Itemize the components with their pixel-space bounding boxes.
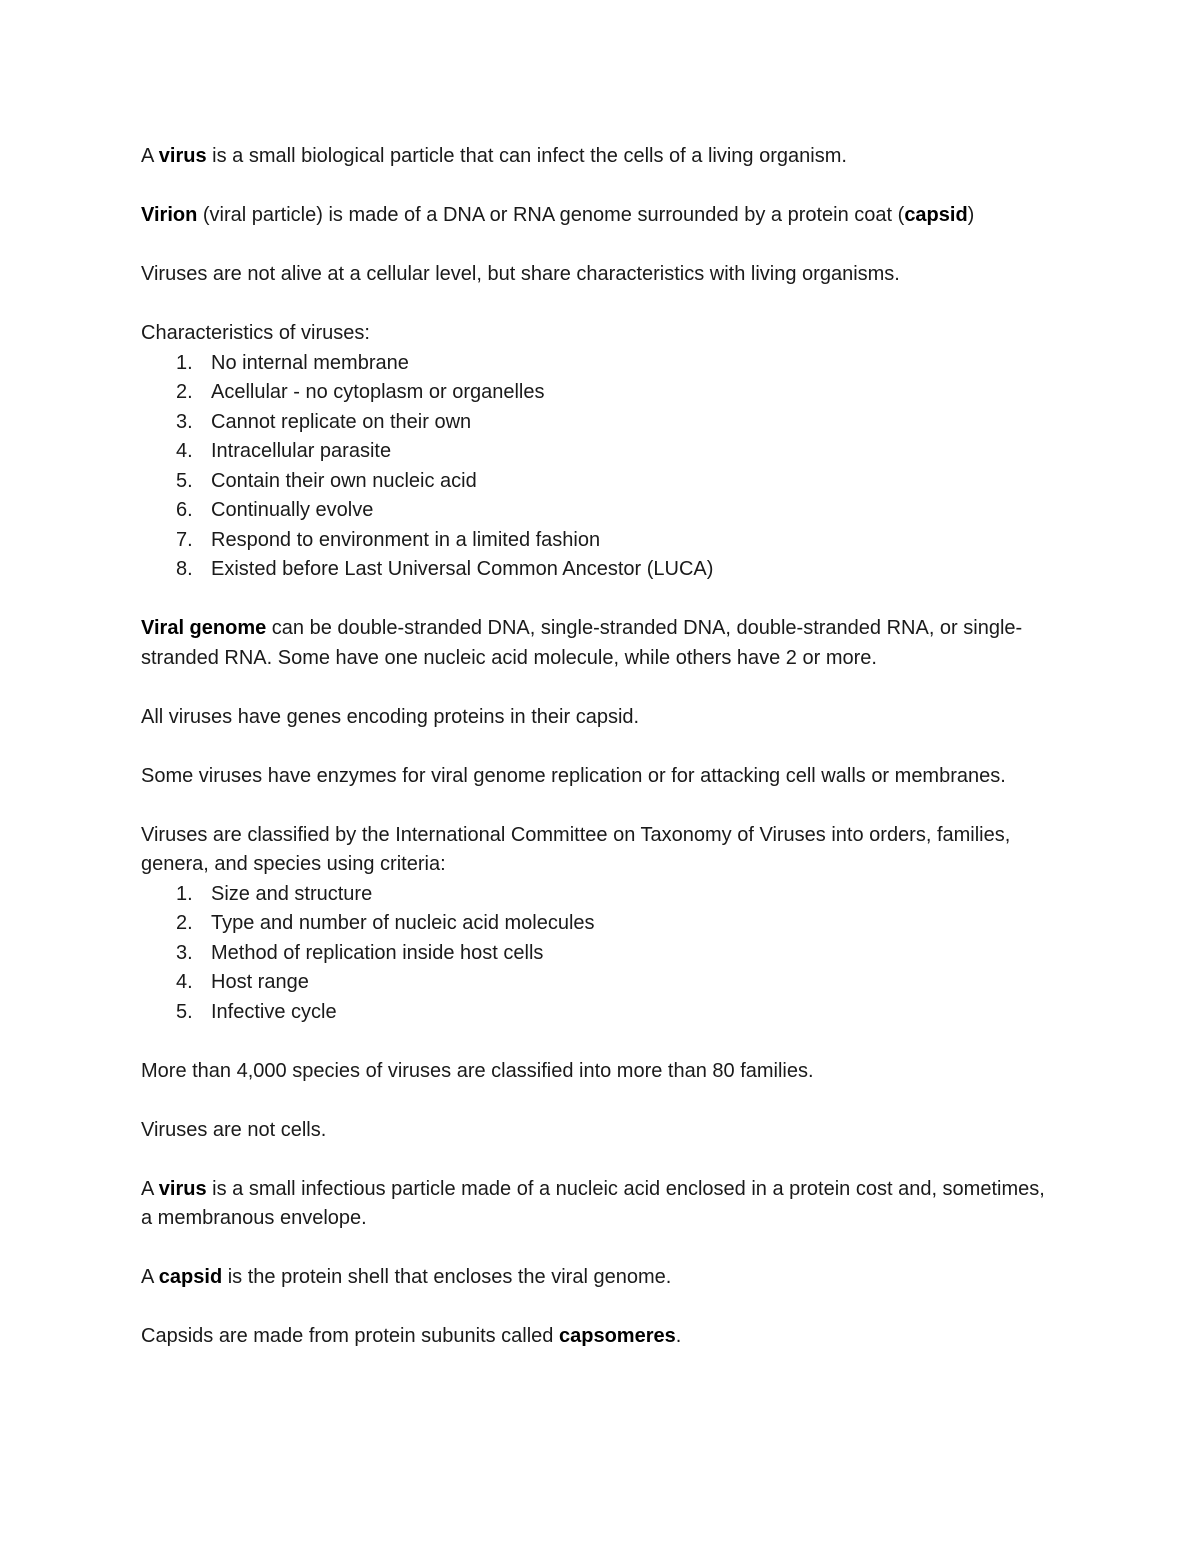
document-body [141,142,1061,1352]
term-capsomeres: capsomeres [559,1325,676,1347]
term-viral-genome: Viral genome [141,617,267,639]
list-item: 8. Existed before Last Universal Common Ancestor (LUCA) [176,558,714,580]
term-capsid: capsid [158,1266,223,1288]
list-item: 5. Contain their own nucleic acid [176,469,477,492]
list-item: 1. Size and structure [176,882,373,905]
paragraph-enzymes: Some viruses have enzymes for viral genome replication or for attacking cell walls or membranes. [141,764,1006,787]
paragraph-not-cells: Viruses are not cells. [141,1118,327,1141]
paragraph-virus-definition: A virus is a small biological particle that can infect the cells of a living organism. [141,145,847,167]
characteristics-list [141,349,1061,585]
paragraph-species-count: More than 4,000 species of viruses are classified into more than 80 families. [141,1059,814,1082]
characteristics-heading: Characteristics of viruses: [141,322,370,344]
list-item: 2. Acellular - no cytoplasm or organelles [176,381,545,403]
paragraph-virion: Virion (viral particle) is made of a DNA or RNA genome surrounded by a protein coat (capsid) [141,204,975,226]
list-item: 1. No internal membrane [176,351,409,374]
term-virus: virus [158,1177,207,1200]
list-item: 3. Cannot replicate on their own [176,410,472,433]
paragraph-capsid: A capsid is the protein shell that encloses the viral genome. [141,1266,672,1288]
list-item: 7. Respond to environment in a limited fashion [176,528,601,551]
list-item: 2. Type and number of nucleic acid molecules [176,912,595,934]
term-virus: virus [158,145,207,167]
list-item: 6. Continually evolve [176,499,374,521]
list-item: 3. Method of replication inside host cells [176,941,544,964]
criteria-list [141,880,1061,1028]
paragraph-viral-genome: Viral genome can be double-stranded DNA, single-stranded DNA, double-stranded RNA, or single-stranded RNA. Some have one nucleic acid molecule, while others have 2 or more. [141,617,1023,669]
paragraph-not-alive: Viruses are not alive at a cellular level, but share characteristics with living organisms. [141,263,900,285]
paragraph-virus-infectious: A virus is a small infectious particle made of a nucleic acid enclosed in a protein cost and, sometimes, a membranous envelope. [141,1177,1045,1229]
list-item: 4. Host range [176,971,309,993]
paragraph-capsomeres: Capsids are made from protein subunits called capsomeres. [141,1325,682,1347]
term-virion: Virion [141,204,198,226]
paragraph-genes: All viruses have genes encoding proteins in their capsid. [141,705,640,728]
list-item: 4. Intracellular parasite [176,440,392,462]
term-capsid: capsid [904,204,968,226]
list-item: 5. Infective cycle [176,1000,337,1023]
paragraph-classification: Viruses are classified by the International Committee on Taxonomy of Viruses into orders, families, genera, and species using criteria: [141,823,1011,875]
